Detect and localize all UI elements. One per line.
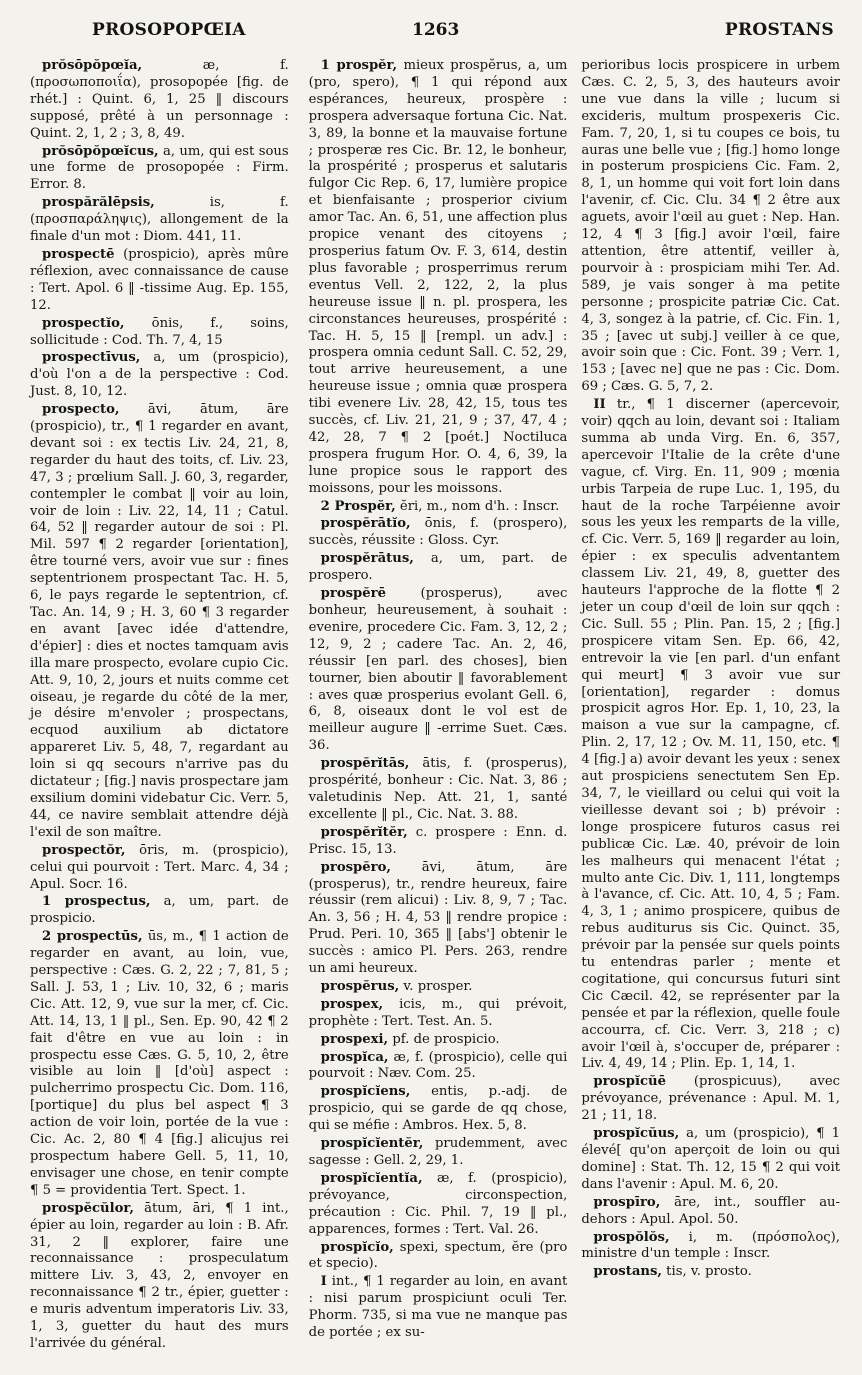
dictionary-entry <box>30 247 289 315</box>
columns <box>30 58 840 1354</box>
column-2 <box>309 58 568 1354</box>
dictionary-entry <box>309 58 568 498</box>
entry-headword: prospex, <box>320 996 384 1012</box>
dictionary-entry <box>581 1074 840 1125</box>
entry-headword: 1 prospectus, <box>42 894 151 910</box>
entry-headword: prospecto, <box>42 402 120 418</box>
entry-definition: tis, v. prosto. <box>661 1264 752 1280</box>
entry-headword: prospĭcŭē <box>593 1074 666 1090</box>
dictionary-entry <box>30 1201 289 1353</box>
header-last-word: PROSTANS <box>724 20 834 40</box>
entry-headword: prospectīvus, <box>42 350 141 366</box>
entry-headword: prospīro, <box>593 1194 661 1210</box>
entry-headword: 2 prospectūs, <box>42 929 143 945</box>
entry-definition: entis, p.-adj. de prospicio, qui se garde de qq chose, qui se méfie : Ambros. Hex. 5, 8. <box>308 1084 568 1134</box>
entry-definition: tr., ¶ 1 discerner (apercevoir, voir) qqch au loin, devant soi : Italiam summa ab unda Virg. En. 6, 357, apercevoir l'Italie de la crête d'une vague, cf. Virg. En. 11, 909 ; mœnia urbis Tarpeia de rupe Luc. 1, 195, du haut de la roche Tarpéienne avoir sous les yeux les remparts de la ville, cf. Cic. Verr. 5, 169 ‖ regarder au loin, épier : ex speculis adventantem classem Liv. 21, 49, 8, guetter des hauteurs l'approche de la flotte ¶ 2 jeter un coup d'œil de loin sur qqch : Cic. Sull. 55 ; Plin. Pan. 15, 2 ; [fig.] prospicere vitam Sen. Ep. 66, 42, entrevoir la vie [en parl. d'un enfant qui meurt] ¶ 3 avoir vue sur [orientation], regarder : domus prospicit agros Hor. Ep. 1, 10, 23, la maison a vue sur la campagne, cf. Plin. 2, 17, 12 ; Ov. M. 11, 150, etc. ¶ 4 [fig.] a) avoir devant les yeux : senex aut prospiciens senectutem Sen Ep. 34, 7, le vieillard ou celui qui voit la vieillesse devant soi ; b) prévoir : longe prospicere futuros casus rei publicæ Cic. Læ. 40, prévoir de loin les malheurs qui menacent l'état ; multo ante Cic. Div. 1, 111, longtemps à l'avance, cf. Cic. Att. 10, 4, 5 ; Fam. 4, 3, 1 ; animo prospicere, quibus de rebus auditurus sis Cic. Quinct. 35, prévoir par la pensée sur quels points tu entendras parler ; mente et cogitatione, qui concursus futuri sint Cic Cæcil. 42, se représenter par la pensée et par la réflexion, quelle foule accourra, cf. Cic. Verr. 3, 218 ; c) avoir l'œil à, s'occuper de, préparer : Liv. 4, 49, 14 ; Plin. Ep. 1, 14, 1. <box>581 397 841 1072</box>
entry-headword: prospĕrātus, <box>320 551 414 567</box>
entry-definition: ātum, āri, ¶ 1 int., épier au loin, regarder au loin : B. Afr. 31, 2 ‖ explorer, faire une reconnaissance : prospeculatum mittere Liv. 3, 43, 2, envoyer en reconnaissance ¶ 2 tr., épier, guetter : e muris adventum imperatoris Liv. 33, 1, 3, guetter du haut des murs l'arrivée du général. <box>30 1200 289 1351</box>
entry-definition: āvi, ātum, āre (prosperus), tr., rendre heureux, faire réussir (rem alicui) : Liv. 8, 9, 7 ; Tac. An. 3, 56 ; H. 4, 53 ‖ rendre propice : Prud. Peri. 10, 365 ‖ [abs'] obtenir le succès : amico Pl. Pers. 263, rendre un ami heureux. <box>308 859 568 977</box>
entry-definition: ātis, f. (prosperus), prospérité, bonheur : Cic. Nat. 3, 86 ; valetudinis Nep. Att. 21, 1, santé excellente ‖ pl., Cic. Nat. 3. 88. <box>308 756 568 822</box>
entry-definition: int., ¶ 1 regarder au loin, en avant : nisi parum prospiciunt oculi Ter. Phorm. 735, si ma vue ne manque pas de portée ; ex su- <box>308 1274 568 1341</box>
entry-definition: spexi, spectum, ĕre (pro et specio). <box>308 1239 568 1272</box>
dictionary-entry <box>309 1136 568 1170</box>
dictionary-entry <box>309 1084 568 1135</box>
dictionary-entry <box>309 499 568 516</box>
dictionary-entry <box>30 929 289 1200</box>
entry-definition: ĕri, m., nom d'h. : Inscr. <box>395 498 560 514</box>
dictionary-entry <box>581 1126 840 1194</box>
entry-headword: prospĭcŭus, <box>593 1126 680 1142</box>
entry-headword: prospĕrus, <box>320 978 400 994</box>
entry-definition: āvi, ātum, āre (prospicio), tr., ¶ 1 regarder en avant, devant soi : ex tectis Liv. 24, 21, 8, regarder du haut des toits, cf. Liv. 23, 47, 3 ; prœlium Sall. J. 60, 3, regarder, contempler le combat ‖ voir au loin, voir de loin : Liv. 22, 14, 11 ; Catul. 64, 52 ‖ regarder autour de soi : Pl. Mil. 597 ¶ 2 regarder [orientation], être tourné vers, avoir vue sur : fines septentrionem prospectant Tac. H. 5, 6, le pays regarde le septentrion, cf. Tac. An. 14, 9 ; H. 3, 60 ¶ 3 regarder en avant [avec idée d'attendre, d'épier] : dies et noctes tamquam avis illa mare prospecto, evolare cupio Cic. Att. 9, 10, 2, jours et nuits comme cet oiseau, je regarde du côté de la mer, je désire m'envoler ; prospectans, ecquod auxilium ab dictatore appareret Liv. 5, 48, 7, regardant au loin si qq secours n'arrive pas du dictateur ; [fig.] navis prospectare jam exsilium domini videbatur Cic. Verr. 5, 44, ce navire semblait attendre déjà l'exil de son maître. <box>30 402 289 840</box>
entry-headword: prostans, <box>593 1264 662 1280</box>
entry-definition: (prosperus), avec bonheur, heureusement, à souhait : evenire, procedere Cic. Fam. 3, 12, 2 ; 12, 9, 2 ; cadere Tac. An. 2, 46, réussir [en parl. des choses], bien tourner, bien aboutir ‖ favorablement : aves quæ prosperius evolant Gell. 6, 6, 8, oiseaux dont le vol est de meilleur augure ‖ -errime Suet. Cæs. 36. <box>308 586 568 754</box>
dictionary-entry <box>309 1050 568 1084</box>
dictionary-entry <box>309 551 568 585</box>
dictionary-entry <box>309 516 568 550</box>
dictionary-entry <box>581 58 840 396</box>
entry-definition: æ, f. (prospicio), prévoyance, circonspection, précaution : Cic. Phil. 7, 19 ‖ pl., apparences, formes : Tert. Val. 26. <box>308 1170 568 1237</box>
dictionary-entry <box>309 825 568 859</box>
dictionary-entry <box>309 997 568 1031</box>
dictionary-entry <box>581 1264 840 1281</box>
entry-definition: a, um (prospicio), d'où l'on a de la perspective : Cod. Just. 8, 10, 12. <box>30 350 289 400</box>
dictionary-entry <box>30 316 289 350</box>
entry-definition: ōnis, f., soins, sollicitude : Cod. Th. 7, 4, 15 <box>30 315 289 348</box>
entry-headword: prospectē <box>42 246 115 262</box>
entry-headword: prospĕcŭlor, <box>42 1200 135 1216</box>
entry-headword: prospŏlŏs, <box>593 1229 670 1245</box>
dictionary-entry <box>30 195 289 246</box>
dictionary-entry <box>30 843 289 894</box>
entry-headword: prospexi, <box>320 1031 389 1047</box>
dictionary-entry <box>309 979 568 996</box>
page-number: 1263 <box>412 20 460 40</box>
entry-headword: prospărălēpsis, <box>42 195 155 211</box>
entry-headword: 2 Prospĕr, <box>320 498 396 514</box>
entry-headword: prŏsōpŏpœĭa, <box>42 58 143 73</box>
dictionary-entry <box>309 1274 568 1342</box>
dictionary-entry <box>30 402 289 842</box>
entry-headword: prospĕrĭtĕr, <box>320 824 408 840</box>
dictionary-entry <box>309 860 568 978</box>
entry-definition: a, um, part. de prospero. <box>308 551 568 584</box>
entry-headword: prospĕrĭtās, <box>320 756 410 772</box>
entry-headword: prospĕro, <box>320 859 392 875</box>
page-header <box>30 16 840 44</box>
entry-headword: 1 prospĕr, <box>320 58 398 73</box>
dictionary-entry <box>30 894 289 928</box>
header-first-word: PROSOPOPŒIA <box>92 20 246 40</box>
dictionary-entry <box>309 1240 568 1274</box>
column-3 <box>581 58 840 1354</box>
entry-definition: (prospicuus), avec prévoyance, prévenance : Apul. M. 1, 21 ; 11, 18. <box>581 1074 841 1124</box>
dictionary-entry <box>309 586 568 755</box>
entry-headword: I <box>320 1274 327 1290</box>
entry-headword: prospĕrātĭo, <box>320 516 411 532</box>
entry-headword: prospĭca, <box>320 1049 389 1065</box>
entry-definition: āre, int., souffler au-dehors : Apul. Apol. 50. <box>581 1194 841 1227</box>
entry-definition: prudemment, avec sagesse : Gell. 2, 29, 1. <box>308 1136 568 1168</box>
entry-definition: c. prospere : Enn. d. Prisc. 15, 13. <box>308 824 568 857</box>
entry-definition: ūs, m., ¶ 1 action de regarder en avant, au loin, vue, perspective : Cæs. G. 2, 22 ; 7, 81, 5 ; Sall. J. 53, 1 ; Liv. 10, 32, 6 ; maris Cic. Att. 12, 9, vue sur la mer, cf. Cic. Att. 14, 13, 1 ‖ pl., Sen. Ep. 90, 42 ¶ 2 fait d'être en vue au loin : in prospectu esse Cæs. G. 5, 10, 2, être visible au loin ‖ [d'où] aspect : pulcherrimo prospectu Cic. Dom. 116, [portique] du plus bel aspect ¶ 3 action de voir loin, portée de la vue : Cic. Ac. 2, 80 ¶ 4 [fig.] alicujus rei prospectum habere Gell. 5, 11, 10, envisager une chose, en tenir compte ¶ 5 = providentia Tert. Spect. 1. <box>30 929 289 1198</box>
dictionary-entry <box>309 756 568 824</box>
dictionary-entry <box>309 1171 568 1239</box>
entry-definition: perioribus locis prospicere in urbem Cæs. C. 2, 5, 3, des hauteurs avoir une vue dans la ville ; lucum si excideris, multum prospexeris Cic. Fam. 7, 20, 1, si tu coupes ce bois, tu auras une belle vue ; [fig.] homo longe in posterum prospiciens Cic. Fam. 2, 8, 1, un homme qui voit fort loin dans l'avenir, cf. Cic. Clu. 34 ¶ 2 être aux aguets, avoir l'œil au guet : Nep. Han. 12, 4 ¶ 3 [fig.] avoir l'œil, faire attention, être attentif, veiller à, pourvoir à : prospiciam mihi Ter. Ad. 589, je vais songer à ma petite personne ; prospicite patriæ Cic. Cat. 4, 3, songez à la patrie, cf. Cic. Fin. 1, 35 ; [avec ut subj.] veiller à ce que, avoir soin que : Cic. Font. 39 ; Verr. 1, 153 ; [avec ne] que ne pas : Cic. Dom. 69 ; Cæs. G. 5, 7, 2. <box>581 58 841 395</box>
column-1 <box>30 58 289 1354</box>
dictionary-entry <box>581 1195 840 1229</box>
entry-definition: a, um (prospicio), ¶ 1 élevé[ qu'on aperçoit de loin ou qui domine] : Stat. Th. 12, 15 ¶ 2 qui voit dans l'avenir : Apul. M. 6, 20. <box>581 1126 841 1192</box>
entry-definition: pf. de prospicio. <box>388 1031 500 1047</box>
entry-definition: is, f. (προσπαράληψις), allongement de la finale d'un mot : Diom. 441, 11. <box>30 195 289 245</box>
entry-definition: a, um, qui est sous une forme de prosopopée : Firm. Error. 8. <box>30 143 289 193</box>
entry-headword: prŏsōpŏpœĭcus, <box>42 143 159 159</box>
entry-headword: prospĭcĭentĕr, <box>320 1136 424 1152</box>
entry-definition: ōnis, f. (prospero), succès, réussite : Gloss. Cyr. <box>308 516 568 549</box>
entry-headword: prospĭcĭo, <box>320 1239 394 1255</box>
dictionary-entry <box>30 58 289 143</box>
dictionary-entry <box>581 1230 840 1264</box>
dictionary-entry <box>30 144 289 195</box>
entry-definition: icis, m., qui prévoit, prophète : Tert. Test. An. 5. <box>308 996 568 1029</box>
entry-headword: prospĭcĭentĭa, <box>320 1170 423 1186</box>
entry-definition: i, m. (πρόσπολος), ministre d'un temple : Inscr. <box>581 1229 841 1262</box>
entry-definition: v. prosper. <box>399 978 473 994</box>
entry-definition: (prospicio), après mûre réflexion, avec connaissance de cause : Tert. Apol. 6 ‖ -tissime Aug. Ep. 155, 12. <box>30 246 289 313</box>
dictionary-entry <box>581 397 840 1073</box>
dictionary-entry <box>30 350 289 401</box>
entry-definition: æ, f. (prospicio), celle qui pourvoit : Næv. Com. 25. <box>308 1049 568 1082</box>
entry-definition: a, um, part. de prospicio. <box>30 894 289 927</box>
entry-headword: prospectŏr, <box>42 842 126 858</box>
entry-headword: prospĕrē <box>320 586 387 602</box>
entry-definition: ōris, m. (prospicio), celui qui pourvoit : Tert. Marc. 4, 34 ; Apul. Socr. 16. <box>30 842 289 892</box>
entry-definition: mieux prospĕrus, a, um (pro, spero), ¶ 1 qui répond aux espérances, heureux, prospère : prospera adversaque fortuna Cic. Nat. 3, 89, la bonne et la mauvaise fortune ; prosperæ res Cic. Br. 12, le bonheur, la prospérité ; prosperus et salutaris fulgor Cic Rep. 6, 17, lumière propice et bienfaisante ; prosperior civium amor Tac. An. 6, 51, une affection plus propice venant des citoyens ; prosperius fatum Ov. F. 3, 614, destin plus favorable ; prosperrimus rerum eventus Vell. 2, 122, 2, la plus heureuse issue ‖ n. pl. prospera, les circonstances heureuses, prospérité : Tac. H. 5, 15 ‖ [rempl. un adv.] : prospera omnia cedunt Sall. C. 52, 29, tout arrive heureusement, a une heureuse issue ; omnia quæ prospera tibi evenere Liv. 28, 42, 15, tous tes succès, cf. Liv. 21, 21, 9 ; 37, 47, 4 ; 42, 28, 7 ¶ 2 [poét.] Noctiluca prospera frugum Hor. O. 4, 6, 39, la lune propice sous le rapport des moissons, pour les moissons. <box>308 58 568 496</box>
entry-headword: prospĭcĭens, <box>320 1084 411 1100</box>
entry-definition: æ, f. (προσωποποιΐα), prosopopée [fig. de rhét.] : Quint. 6, 1, 25 ‖ discours supposé, prêté à un personnage : Quint. 2, 1, 2 ; 3, 8, 49. <box>30 58 289 141</box>
dictionary-entry <box>309 1032 568 1049</box>
entry-headword: prospectĭo, <box>42 315 125 331</box>
entry-headword: II <box>593 397 606 413</box>
